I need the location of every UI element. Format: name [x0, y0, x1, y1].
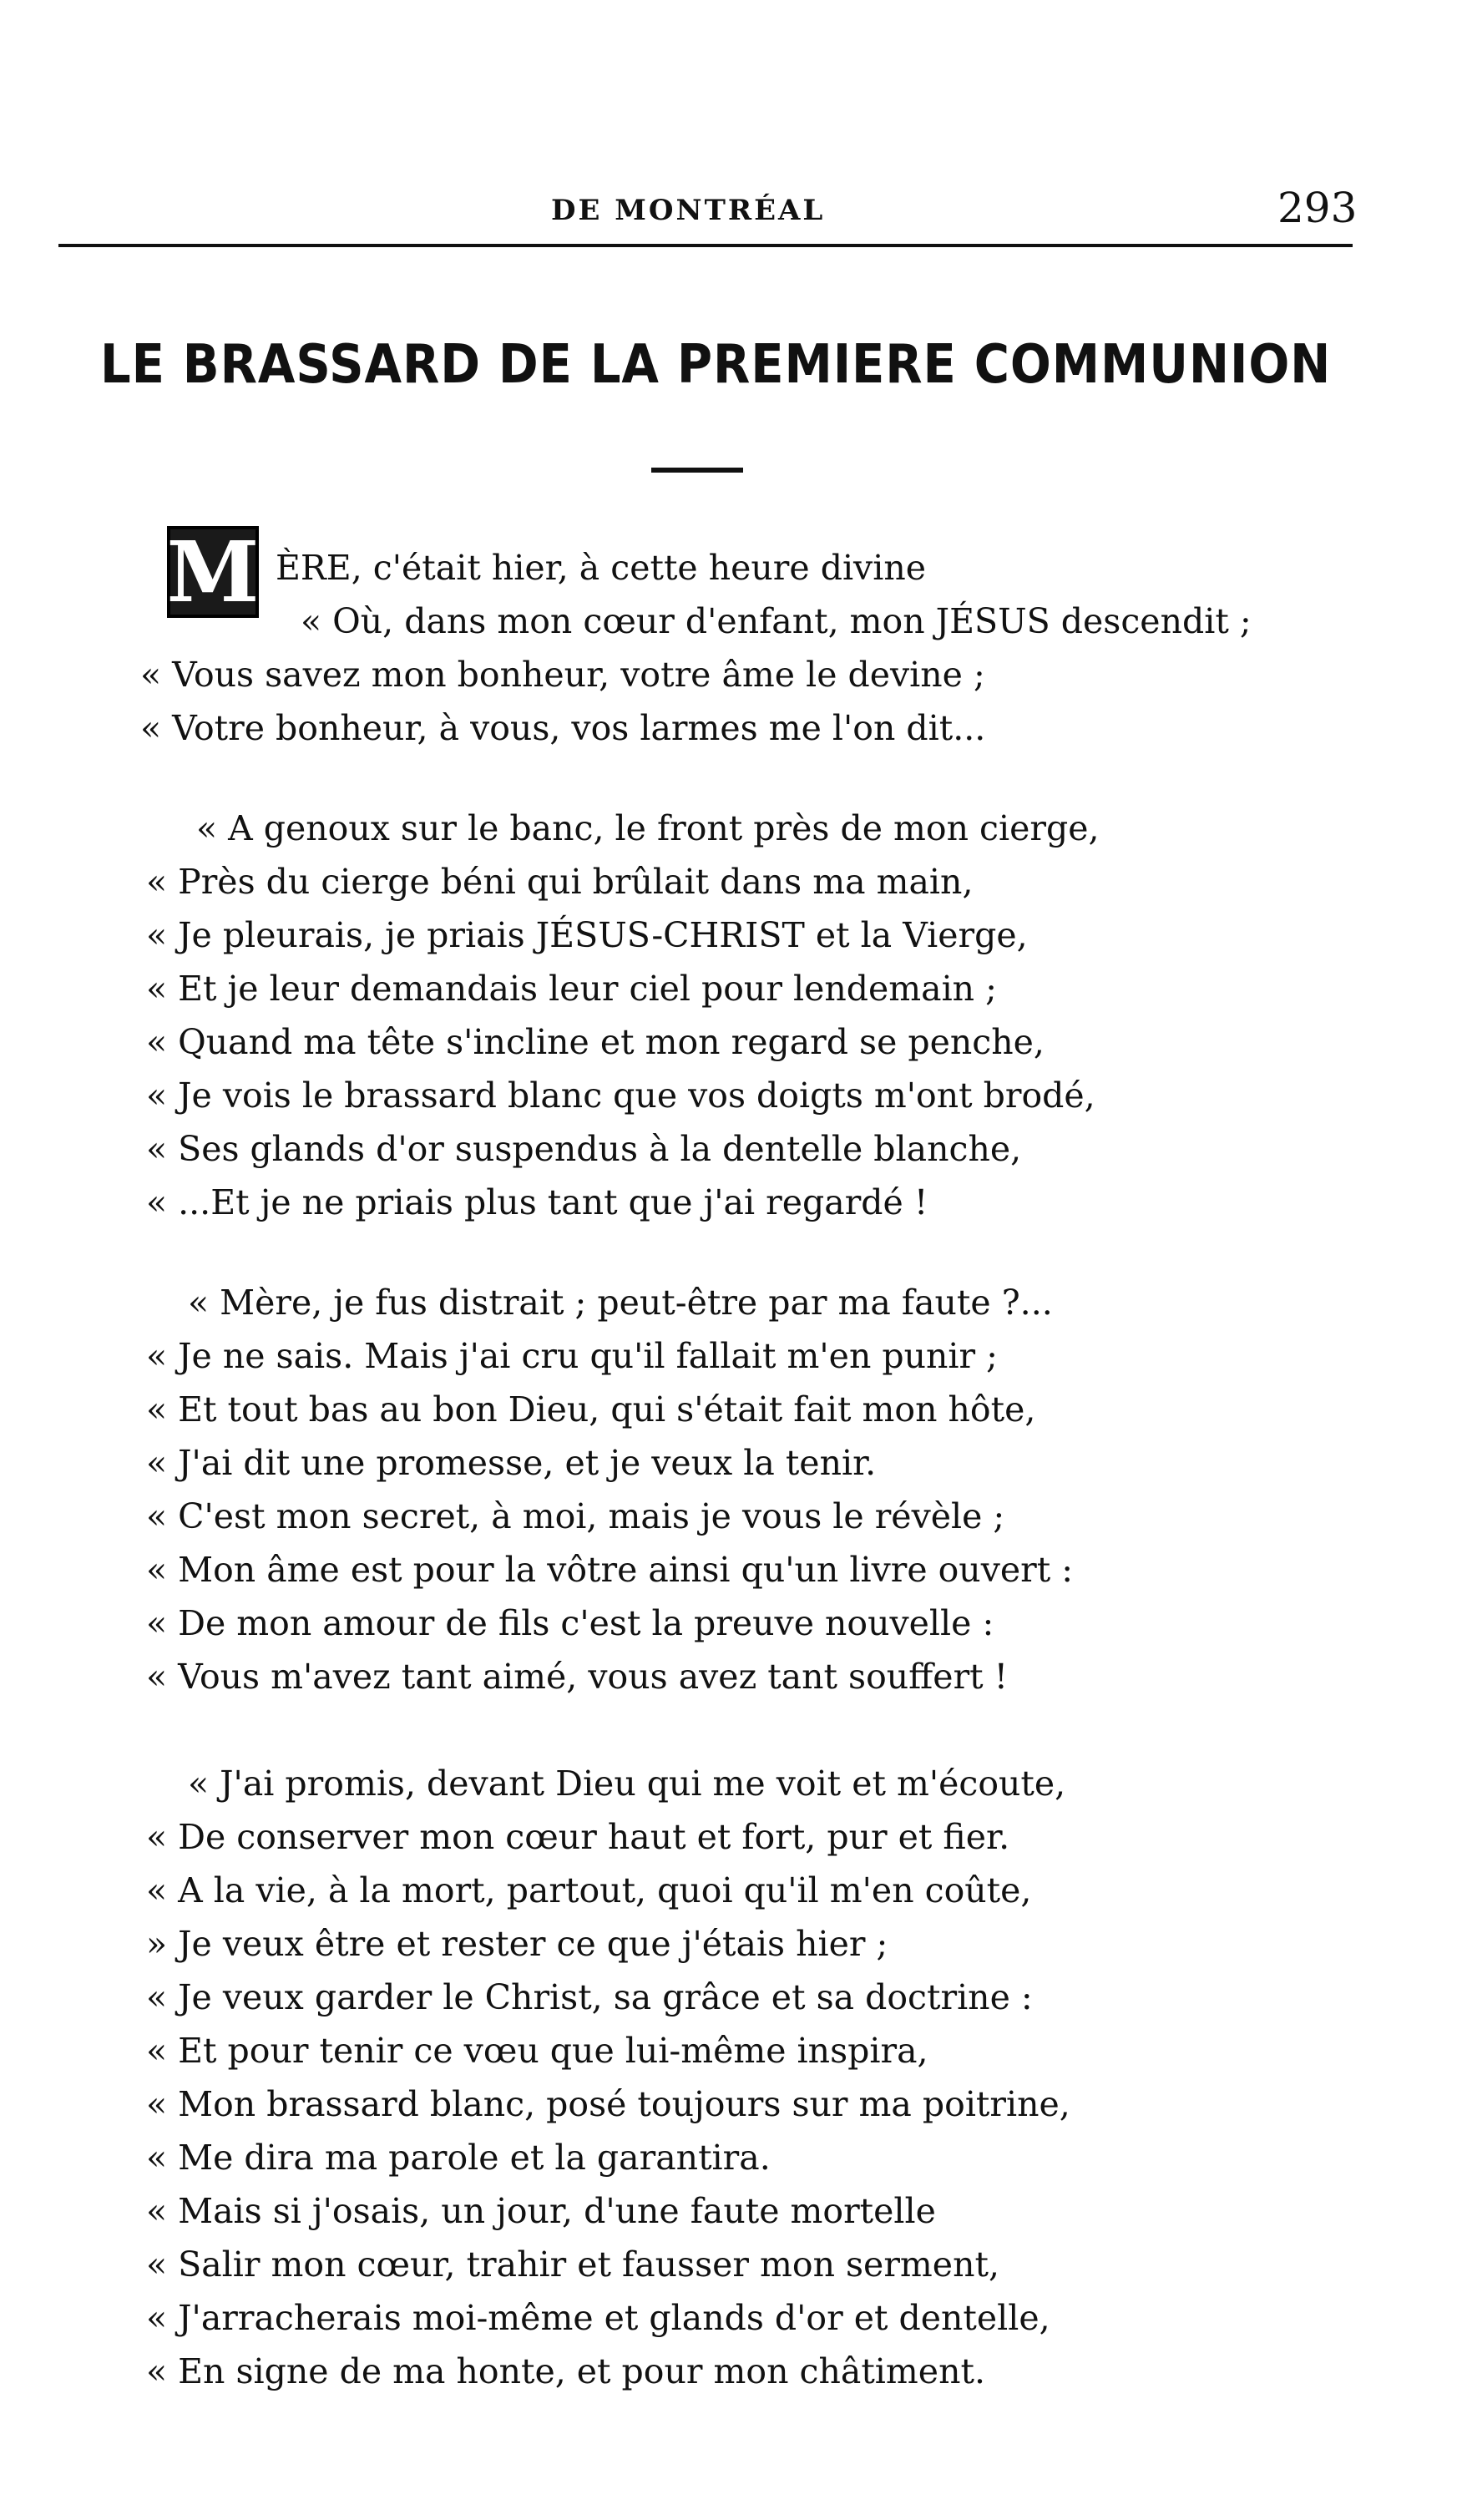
header-rule [58, 244, 1353, 247]
poem-line: « J'ai promis, devant Dieu qui me voit et m'écoute, [188, 1763, 1066, 1804]
poem-line: « ...Et je ne priais plus tant que j'ai regardé ! [146, 1182, 928, 1222]
poem-line: « Où, dans mon cœur d'enfant, mon JÉSUS descendit ; [301, 601, 1252, 641]
poem-line: « En signe de ma honte, et pour mon châtiment. [146, 2351, 985, 2391]
poem-line: « Vous savez mon bonheur, votre âme le devine ; [140, 655, 985, 695]
running-title: DE MONTRÉAL [551, 194, 826, 227]
poem-line: » Je veux être et rester ce que j'étais hier ; [146, 1924, 888, 1964]
poem-line: « Salir mon cœur, trahir et fausser mon serment, [146, 2244, 999, 2285]
page-number: 293 [1277, 184, 1358, 232]
dropcap-initial: M [166, 523, 260, 621]
poem-line: « Quand ma tête s'incline et mon regard se penche, [146, 1022, 1045, 1062]
poem-line: « Près du cierge béni qui brûlait dans ma main, [146, 862, 974, 902]
poem-line: « Je pleurais, je priais JÉSUS-CHRIST et la Vierge, [146, 915, 1028, 955]
poem-line: « Et je leur demandais leur ciel pour lendemain ; [146, 969, 997, 1009]
poem-line: « Mais si j'osais, un jour, d'une faute mortelle [146, 2191, 936, 2231]
poem-line: « C'est mon secret, à moi, mais je vous le révèle ; [146, 1496, 1005, 1536]
poem-line: « Et tout bas au bon Dieu, qui s'était fait mon hôte, [146, 1389, 1036, 1430]
poem-line: « J'arracherais moi-même et glands d'or et dentelle, [146, 2298, 1050, 2338]
poem-line: « Je vois le brassard blanc que vos doigts m'ont brodé, [146, 1075, 1095, 1116]
poem-line: « Je veux garder le Christ, sa grâce et sa doctrine : [146, 1977, 1033, 2017]
poem-line: ÈRE, c'était hier, à cette heure divine [276, 548, 926, 588]
page-header [0, 184, 1467, 242]
poem-line: « Et pour tenir ce vœu que lui-même inspira, [146, 2031, 928, 2071]
poem-line: « Mon brassard blanc, posé toujours sur ma poitrine, [146, 2084, 1070, 2124]
poem-line: « J'ai dit une promesse, et je veux la tenir. [146, 1443, 877, 1483]
poem-line: « De conserver mon cœur haut et fort, pur et fier. [146, 1817, 1010, 1857]
poem-line: « Je ne sais. Mais j'ai cru qu'il fallait m'en punir ; [146, 1336, 998, 1376]
poem-line: « Votre bonheur, à vous, vos larmes me l'on dit... [140, 708, 986, 748]
poem-title: LE BRASSARD DE LA PREMIERE COMMUNION [100, 334, 1332, 396]
poem-line: « A la vie, à la mort, partout, quoi qu'il m'en coûte, [146, 1870, 1032, 1910]
poem-line: « Me dira ma parole et la garantira. [146, 2138, 771, 2178]
title-divider [651, 468, 743, 473]
poem-line: « De mon amour de fils c'est la preuve nouvelle : [146, 1603, 994, 1643]
poem-line: « Mère, je fus distrait ; peut-être par ma faute ?... [188, 1283, 1053, 1323]
poem-line: « Ses glands d'or suspendus à la dentelle blanche, [146, 1129, 1022, 1169]
poem-line: « A genoux sur le banc, le front près de mon cierge, [196, 808, 1100, 848]
poem-line: « Vous m'avez tant aimé, vous avez tant souffert ! [146, 1657, 1009, 1697]
poem-line: « Mon âme est pour la vôtre ainsi qu'un livre ouvert : [146, 1550, 1074, 1590]
